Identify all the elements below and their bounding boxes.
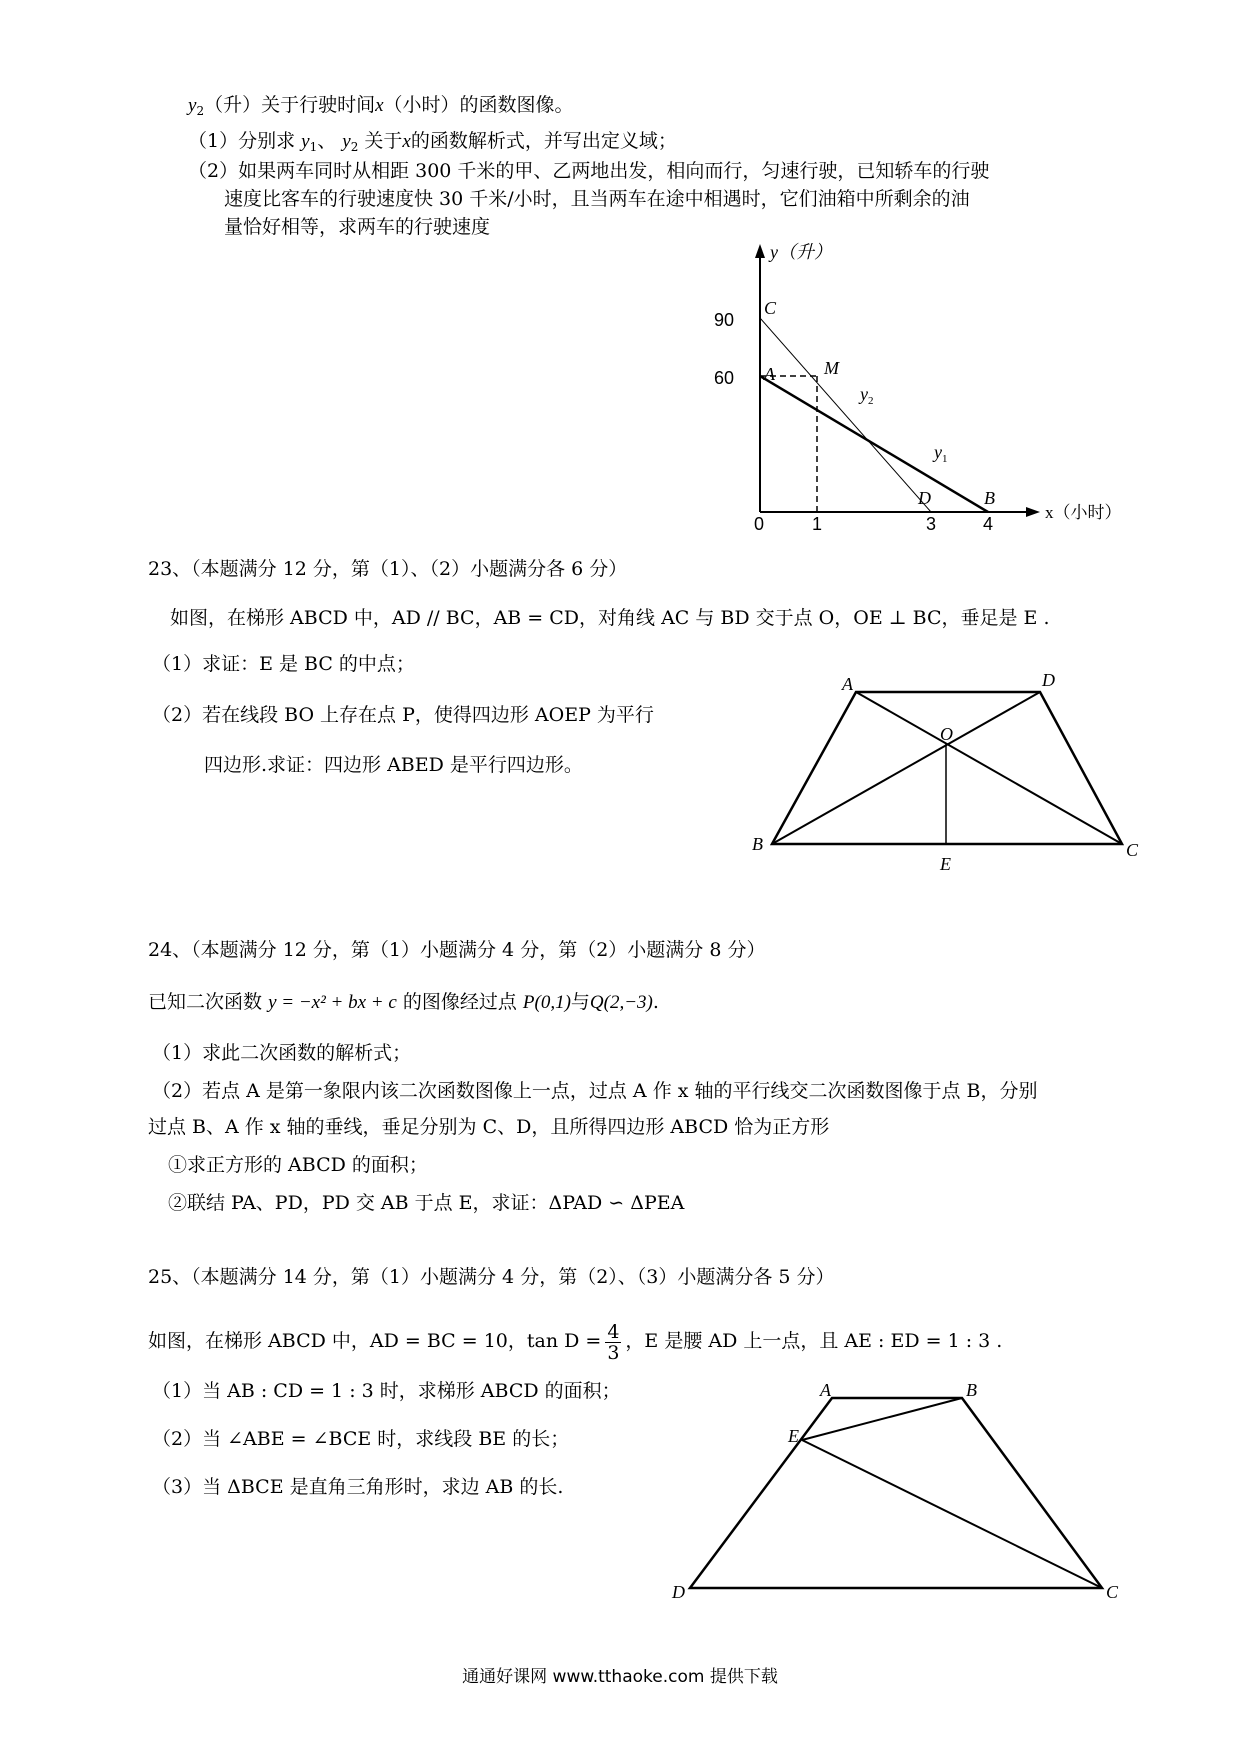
point-B: B bbox=[752, 834, 763, 854]
line-y2 bbox=[760, 318, 931, 512]
line-y1 bbox=[760, 376, 988, 512]
q25-heading: 25、（本题满分 14 分，第（1）小题满分 4 分，第（2）、（3）小题满分各 5 分） bbox=[148, 1266, 835, 1288]
tick-0: 0 bbox=[754, 514, 765, 534]
q22-part2-line1: （2）如果两车同时从相距 300 千米的甲、乙两地出发，相向而行，匀速行驶，已知轿车的行驶 bbox=[188, 160, 990, 182]
point-E: E bbox=[788, 1426, 799, 1446]
point-A: A bbox=[842, 674, 853, 694]
tick-1: 1 bbox=[812, 514, 823, 534]
q23-part1: （1）求证：E 是 BC 的中点； bbox=[152, 653, 415, 675]
point-B: B bbox=[966, 1380, 977, 1400]
q25-part3: （3）当 ΔBCE 是直角三角形时，求边 AB 的长. bbox=[152, 1476, 564, 1498]
tan-d-fraction: $\frac{4}{3}$ bbox=[607, 1320, 620, 1364]
q24-heading: 24、（本题满分 12 分，第（1）小题满分 4 分，第（2）小题满分 8 分） bbox=[148, 939, 766, 961]
point-C: C bbox=[764, 298, 777, 318]
q24-part1: （1）求此二次函数的解析式； bbox=[152, 1042, 412, 1064]
tick-60: 60 bbox=[714, 368, 735, 388]
point-D: D bbox=[672, 1582, 685, 1602]
point-A: A bbox=[764, 364, 775, 384]
q24-stem: 已知二次函数 y = −x² + bx + c 的图像经过点 P(0,1)与Q(2,−3). bbox=[148, 991, 659, 1013]
label-y2: $y_2$ bbox=[860, 384, 874, 407]
tick-4: 4 bbox=[983, 514, 994, 534]
point-M: M bbox=[824, 358, 839, 378]
q22-function-graph bbox=[700, 240, 1122, 534]
label-y1: $y_1$ bbox=[934, 442, 948, 465]
q24-part2-line2: 过点 B、A 作 x 轴的垂线，垂足分别为 C、D，且所得四边形 ABCD 恰为正方形 bbox=[148, 1116, 830, 1138]
point-D: D bbox=[1042, 670, 1055, 690]
point-B: B bbox=[984, 488, 995, 508]
q22-part1: （1）分别求 $y_1$、 $y_2$ 关于x的函数解析式，并写出定义域； bbox=[188, 130, 677, 154]
quadratic-equation: y = −x² + bx + c bbox=[268, 992, 397, 1013]
diagonal-bd bbox=[772, 692, 1040, 844]
x-axis-arrow bbox=[1026, 507, 1040, 517]
q25-trapezoid-figure bbox=[660, 1380, 1120, 1616]
tick-3: 3 bbox=[926, 514, 937, 534]
tick-90: 90 bbox=[714, 310, 735, 330]
page-footer: 通通好课网 www.tthaoke.com 提供下载 bbox=[462, 1667, 778, 1687]
point-D: D bbox=[918, 488, 931, 508]
q23-heading: 23、（本题满分 12 分，第（1）、（2）小题满分各 6 分） bbox=[148, 558, 628, 580]
q24-part2-line1: （2）若点 A 是第一象限内该二次函数图像上一点，过点 A 作 x 轴的平行线交二次函数图像于点 B，分别 bbox=[152, 1080, 1038, 1102]
point-O: O bbox=[940, 724, 953, 744]
q22-part2-line3: 量恰好相等，求两车的行驶速度 bbox=[224, 216, 491, 238]
q24-sub2: ②联结 PA、PD，PD 交 AB 于点 E，求证：ΔPAD ∽ ΔPEA bbox=[168, 1192, 685, 1214]
point-C: C bbox=[1126, 840, 1139, 860]
q23-part2-line1: （2）若在线段 BO 上存在点 P，使得四边形 AOEP 为平行 bbox=[152, 704, 654, 726]
x-axis-label: x（小时） bbox=[1045, 503, 1122, 522]
point-E: E bbox=[940, 854, 951, 874]
y-axis-arrow bbox=[755, 244, 765, 258]
q23-part2-line2: 四边形.求证：四边形 ABED 是平行四边形。 bbox=[204, 754, 583, 776]
segment-ec bbox=[802, 1440, 1102, 1588]
point-A: A bbox=[820, 1380, 831, 1400]
trapezoid-abcd bbox=[690, 1398, 1102, 1588]
q25-part1: （1）当 AB : CD = 1 : 3 时，求梯形 ABCD 的面积； bbox=[152, 1380, 621, 1402]
q25-stem: 如图，在梯形 ABCD 中，AD = BC = 10，tan D = $\frac{4}{3}$ ，E 是腰 AD 上一点，且 AE : ED = 1 : 3 . bbox=[148, 1320, 1003, 1364]
q22-intro: $y_2$（升）关于行驶时间x（小时）的函数图像。 bbox=[188, 94, 574, 118]
q25-part2: （2）当 ∠ABE = ∠BCE 时，求线段 BE 的长； bbox=[152, 1428, 570, 1450]
q23-trapezoid-figure bbox=[750, 672, 1170, 882]
point-C: C bbox=[1106, 1582, 1119, 1602]
trapezoid-abcd bbox=[772, 692, 1122, 844]
q22-part2-line2: 速度比客车的行驶速度快 30 千米/小时，且当两车在途中相遇时，它们油箱中所剩余的油 bbox=[224, 188, 970, 210]
y-axis-label: y（升） bbox=[770, 242, 832, 262]
q24-sub1: ①求正方形的 ABCD 的面积； bbox=[168, 1154, 428, 1176]
q23-stem: 如图，在梯形 ABCD 中，AD // BC，AB = CD，对角线 AC 与 BD 交于点 O，OE ⊥ BC，垂足是 E . bbox=[170, 607, 1050, 629]
